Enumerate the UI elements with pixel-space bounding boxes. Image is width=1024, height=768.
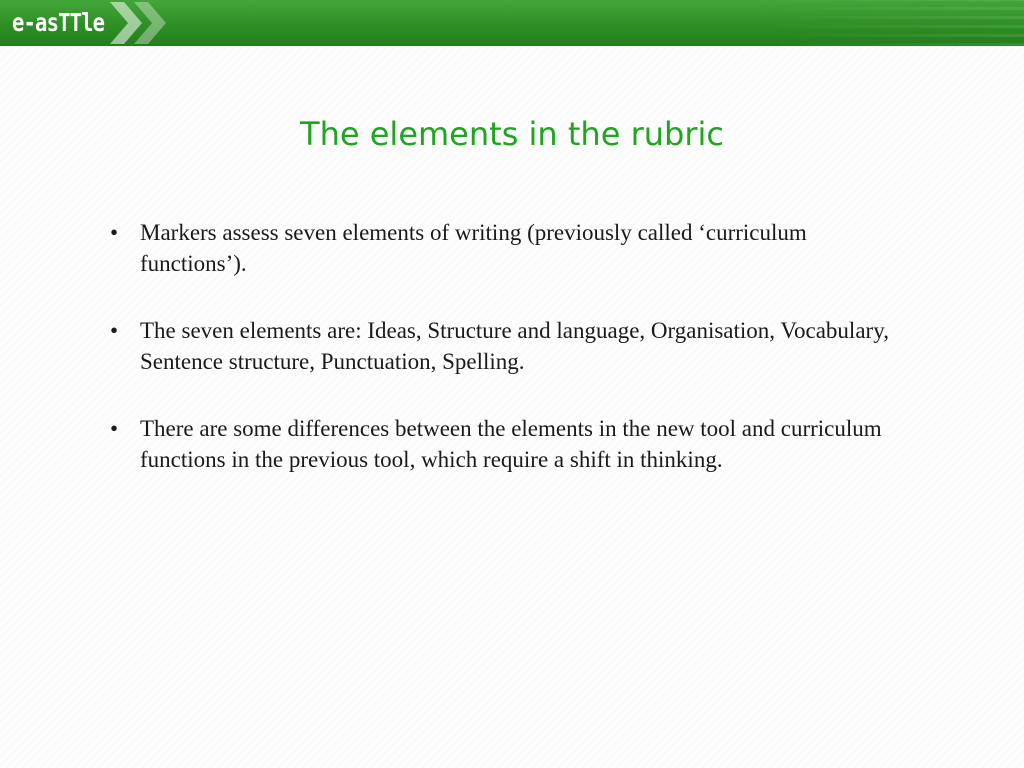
bullet-text: There are some differences between the elements in the new tool and curriculum functions in the previous tool, which require a shift in thinking.: [140, 416, 882, 472]
header-bar: [0, 0, 1024, 46]
bullet-item: [108, 315, 898, 377]
double-chevron-icon: [108, 2, 174, 44]
bullet-item: [108, 217, 898, 279]
bullet-text: Markers assess seven elements of writing (previously called ‘curriculum functions’).: [140, 220, 807, 276]
bullet-glyph: •: [110, 416, 119, 441]
slide-title: The elements in the rubric: [300, 115, 724, 153]
bullet-glyph: •: [110, 318, 119, 343]
bullet-text: The seven elements are: Ideas, Structure and language, Organisation, Vocabulary, Sentence structure, Punctuation, Spelling.: [140, 318, 889, 374]
bullet-item: [108, 413, 898, 475]
bullet-glyph: •: [110, 220, 119, 245]
logo-text: e-asTTle: [12, 8, 105, 37]
bullet-list: [108, 217, 898, 511]
